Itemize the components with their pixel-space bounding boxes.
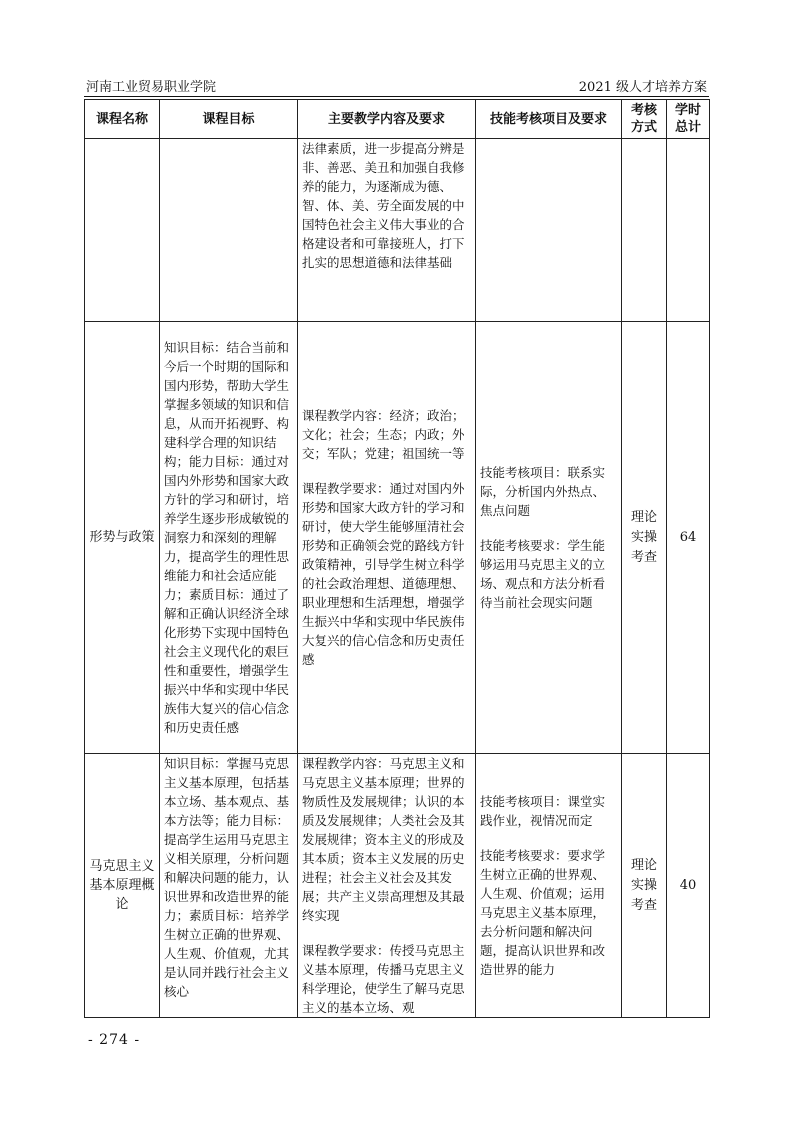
col-header-course-name: 课程名称 <box>85 100 160 139</box>
cell-empty <box>622 139 667 322</box>
table-row <box>85 322 710 754</box>
skill-requirements-text: 技能考核要求：学生能够运用马克思主义的立场、观点和方法分析看待当前社会现实问题 <box>480 538 606 610</box>
header-institution: 河南工业贸易职业学院 <box>86 80 217 95</box>
cell-hours: 64 <box>667 322 710 754</box>
cell-content <box>298 322 476 754</box>
cell-content-continuation <box>298 139 476 322</box>
cell-goals <box>160 322 298 754</box>
table-row-continuation <box>85 139 710 322</box>
col-header-hours: 学时总计 <box>667 100 710 139</box>
cell-empty <box>85 139 160 322</box>
col-header-goals: 课程目标 <box>160 100 298 139</box>
table-row <box>85 754 710 1018</box>
col-header-assessment: 考核方式 <box>622 100 667 139</box>
goals-text: 知识目标：结合当前和今后一个时期的国际和国内形势，帮助大学生掌握多领域的知识和信息，从而开拓视野、构建科学合理的知识结构；能力目标：通过对国内外形势和国家大政方针的学习和研讨，培养学生逐步形成敏锐的洞察力和深刻的理解力，提高学生的理性思维能力和社会适应能力；素质目标：通过了解和正确认识经济全球化形势下实现中国特色社会主义现代化的艰巨性和重要性，增强学生振兴中华和实现中华民族伟大复兴的信心信念和历史责任感 <box>164 340 290 735</box>
header-document-title: 2021 级人才培养方案 <box>578 80 707 95</box>
content-text: 课程教学内容：马克思主义和马克思主义基本原理；世界的物质性及发展规律；认识的本质及发展规律；人类社会及其发展规律；资本主义的形成及其本质；资本主义发展的历史进程；社会主义社会及其发展；共产主义崇高理想及其最终实现 <box>302 756 465 923</box>
page-number: - 274 - <box>88 1032 141 1048</box>
col-header-skill: 技能考核项目及要求 <box>476 100 622 139</box>
cell-skill <box>476 322 622 754</box>
cell-empty <box>476 139 622 322</box>
skill-requirements-text: 技能考核要求：要求学生树立正确的世界观、人生观、价值观；运用马克思主义基本原理，去分析问题和解决问题，提高认识世界和改造世界的能力 <box>480 848 606 977</box>
skill-items-text: 技能考核项目：课堂实践作业，视情况而定 <box>480 794 606 828</box>
cell-hours: 40 <box>667 754 710 1018</box>
cell-skill <box>476 754 622 1018</box>
cell-empty <box>667 139 710 322</box>
content-text: 法律素质，进一步提高分辨是非、善恶、美丑和加强自我修养的能力，为逐渐成为德、智、体、美、劳全面发展的中国特色社会主义伟大事业的合格建设者和可靠接班人，打下扎实的思想道德和法律基础 <box>302 141 465 270</box>
table-header-row <box>85 100 710 139</box>
curriculum-table <box>84 99 710 1018</box>
cell-content <box>298 754 476 1018</box>
cell-course-name: 形势与政策 <box>85 322 160 754</box>
cell-empty <box>160 139 298 322</box>
cell-course-name: 马克思主义基本原理概论 <box>85 754 160 1018</box>
cell-assessment: 理论实操考查 <box>622 322 667 754</box>
cell-goals <box>160 754 298 1018</box>
skill-items-text: 技能考核项目：联系实际，分析国内外热点、焦点问题 <box>480 465 606 518</box>
col-header-content: 主要教学内容及要求 <box>298 100 476 139</box>
cell-assessment: 理论实操考查 <box>622 754 667 1018</box>
requirements-text: 课程教学要求：通过对国内外形势和国家大政方针的学习和研讨，使大学生能够厘清社会形势和正确领会党的路线方针政策精神，引导学生树立科学的社会政治理想、道德理想、职业理想和生活理想，增强学生振兴中华和实现中华民族伟大复兴的信心信念和历史责任感 <box>302 481 465 667</box>
header-rule <box>84 96 709 97</box>
requirements-text: 课程教学要求：传授马克思主义基本原理，传播马克思主义科学理论，使学生了解马克思主义的基本立场、观 <box>302 943 465 1015</box>
goals-text: 知识目标：掌握马克思主义基本原理，包括基本立场、基本观点、基本方法等；能力目标：提高学生运用马克思主义相关原理，分析问题和解决问题的能力，认识世界和改造世界的能力；素质目标：培养学生树立正确的世界观、人生观、价值观，尤其是认同并践行社会主义核心 <box>164 756 290 999</box>
content-text: 课程教学内容：经济；政治；文化；社会；生态；内政；外交；军队；党建；祖国统一等 <box>302 408 465 461</box>
